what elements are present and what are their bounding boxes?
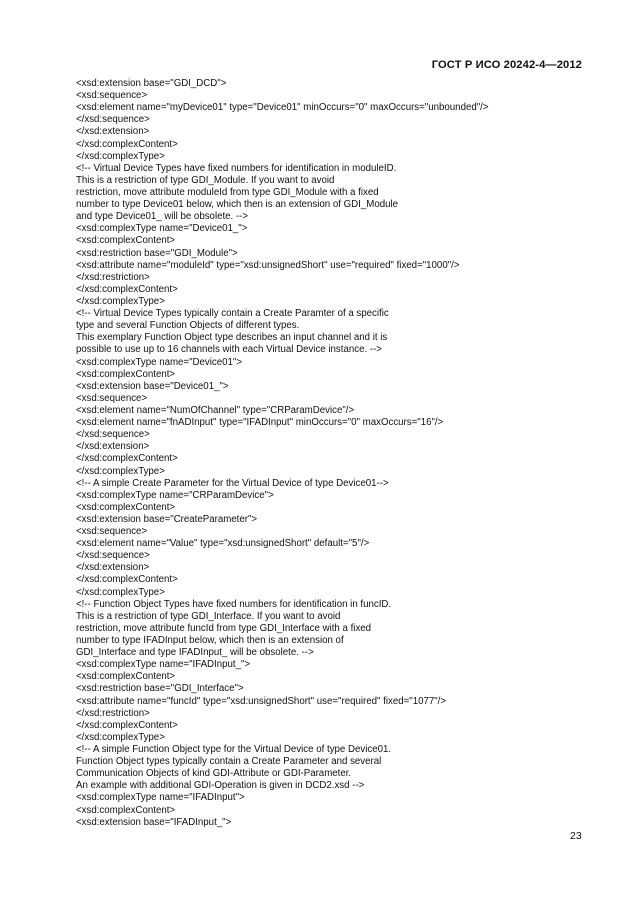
code-line: This is a restriction of type GDI_Module. If you want to avoid — [76, 174, 335, 186]
code-line: number to type Device01 below, which then is an extension of GDI_Module — [76, 199, 399, 211]
code-line: </xsd:complexContent> — [76, 453, 178, 465]
xsd-code-listing — [76, 78, 596, 829]
code-line: <xsd:extension base="CreateParameter"> — [76, 513, 258, 525]
code-line: <xsd:element name="NumOfChannel" type="CRParamDevice"/> — [76, 404, 355, 416]
code-line: </xsd:complexType> — [76, 150, 165, 162]
code-line: <xsd:restriction base="GDI_Module"> — [76, 247, 238, 259]
code-line: </xsd:complexType> — [76, 295, 165, 307]
code-line: <!-- Virtual Device Types typically contain a Create Paramter of a specific — [76, 308, 389, 320]
code-line: <xsd:sequence> — [76, 392, 148, 404]
code-line: <xsd:attribute name="funcId" type="xsd:unsignedShort" use="required" fixed="1077"/> — [76, 695, 447, 707]
code-line: <xsd:sequence> — [76, 90, 148, 102]
code-line: <!-- Function Object Types have fixed numbers for identification in funcID. — [76, 598, 392, 610]
page-header-standard-id: ГОСТ Р ИСО 20242-4—2012 — [431, 59, 582, 71]
code-line: number to type IFADInput below, which then is an extension of — [76, 635, 344, 647]
page-number: 23 — [570, 830, 582, 842]
code-line: This is a restriction of type GDI_Interface. If you want to avoid — [76, 610, 341, 622]
code-line: <xsd:complexContent> — [76, 501, 176, 513]
code-line: </xsd:complexContent> — [76, 138, 178, 150]
code-line: <!-- Virtual Device Types have fixed numbers for identification in moduleID. — [76, 162, 397, 174]
code-line: </xsd:complexType> — [76, 731, 165, 743]
code-line: </xsd:extension> — [76, 441, 150, 453]
code-line: type and several Function Objects of different types. — [76, 320, 300, 332]
code-line: <xsd:restriction base="GDI_Interface"> — [76, 683, 244, 695]
code-line: <xsd:complexContent> — [76, 235, 176, 247]
code-line: <xsd:attribute name="moduleId" type="xsd:unsignedShort" use="required" fixed="1000"/> — [76, 259, 460, 271]
code-line: <xsd:complexContent> — [76, 368, 176, 380]
code-line: <xsd:complexType name="IFADInput"> — [76, 792, 245, 804]
code-line: </xsd:complexType> — [76, 465, 165, 477]
code-line: An example with additional GDI-Operation is given in DCD2.xsd --> — [76, 780, 365, 792]
code-line: Communication Objects of kind GDI-Attribute or GDI-Parameter. — [76, 768, 352, 780]
code-line: <xsd:complexType name="IFADInput_"> — [76, 659, 251, 671]
code-line: <!-- A simple Create Parameter for the Virtual Device of type Device01--> — [76, 477, 389, 489]
code-line: <xsd:extension base="IFADInput_"> — [76, 816, 232, 828]
code-line: <xsd:element name="Value" type="xsd:unsignedShort" default="5"/> — [76, 538, 370, 550]
code-line: <xsd:element name="fnADInput" type="IFADInput" minOccurs="0" maxOccurs="16"/> — [76, 417, 444, 429]
code-line: </xsd:complexContent> — [76, 283, 178, 295]
code-line: <xsd:element name="myDevice01" type="Device01" minOccurs="0" maxOccurs="unbounded"/> — [76, 102, 489, 114]
code-line: <xsd:complexType name="Device01_"> — [76, 223, 248, 235]
code-line: possible to use up to 16 channels with each Virtual Device instance. --> — [76, 344, 382, 356]
code-line: </xsd:extension> — [76, 126, 150, 138]
code-line: <!-- A simple Function Object type for the Virtual Device of type Device01. — [76, 744, 392, 756]
code-line: restriction, move attribute moduleId from type GDI_Module with a fixed — [76, 186, 379, 198]
code-line: and type Device01_ will be obsolete. --> — [76, 211, 249, 223]
code-line: Function Object types typically contain a Create Parameter and several — [76, 756, 382, 768]
code-line: </xsd:sequence> — [76, 114, 150, 126]
code-line: <xsd:complexType name="CRParamDevice"> — [76, 489, 274, 501]
code-line: </xsd:restriction> — [76, 707, 150, 719]
code-line: </xsd:sequence> — [76, 550, 150, 562]
code-line: </xsd:complexContent> — [76, 574, 178, 586]
code-line: <xsd:complexContent> — [76, 671, 176, 683]
code-line: <xsd:complexContent> — [76, 804, 176, 816]
code-line: <xsd:sequence> — [76, 526, 148, 538]
code-line: </xsd:complexContent> — [76, 719, 178, 731]
code-line: restriction, move attribute funcId from type GDI_Interface with a fixed — [76, 622, 372, 634]
code-line: <xsd:complexType name="Device01"> — [76, 356, 243, 368]
code-line: This exemplary Function Object type describes an input channel and it is — [76, 332, 388, 344]
code-line: </xsd:restriction> — [76, 271, 150, 283]
code-line: <xsd:extension base="Device01_"> — [76, 380, 229, 392]
code-line: </xsd:complexType> — [76, 586, 165, 598]
code-line: </xsd:sequence> — [76, 429, 150, 441]
code-line: GDI_Interface and type IFADInput_ will be obsolete. --> — [76, 647, 314, 659]
code-line: <xsd:extension base="GDI_DCD"> — [76, 78, 227, 89]
code-line: </xsd:extension> — [76, 562, 150, 574]
